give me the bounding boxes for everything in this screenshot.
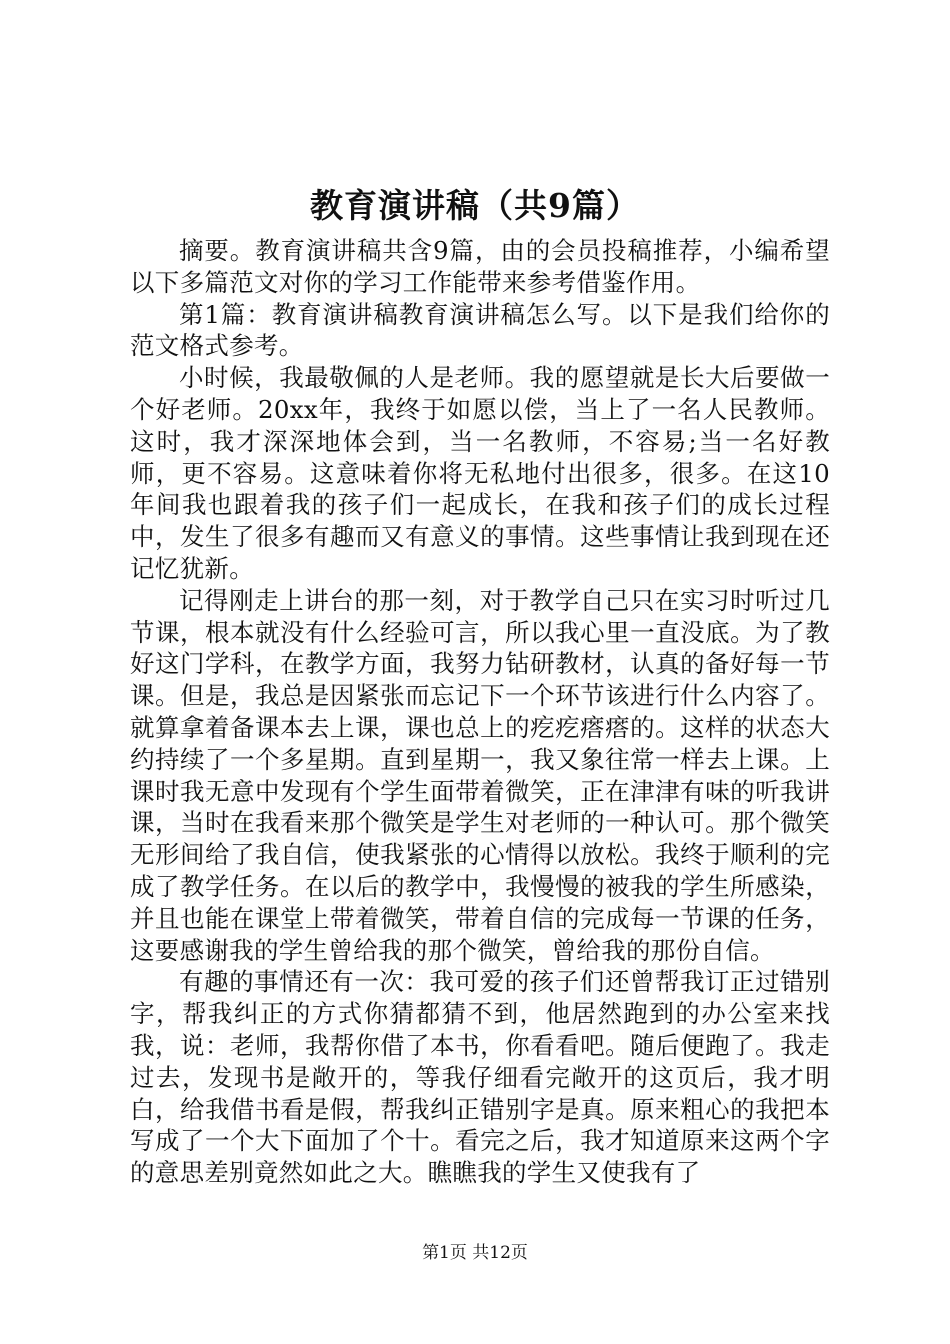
paragraph-typo-story: 有趣的事情还有一次：我可爱的孩子们还曾帮我订正过错别字，帮我纠正的方式你猜都猜不到，他居然跑到的办公室来找我，说：老师，我帮你借了本书，你看看吧。随后便跑了。我走过去，发现书是敞开的，等我仔细看完敞开的这页后，我才明白，给我借书看是假，帮我纠正错别字是真。原来粗心的我把本写成了一个大下面加了个十。看完之后，我才知道原来这两个字的意思差别竟然如此之大。瞧瞧我的学生又使我有了 <box>130 967 830 1188</box>
paragraph-chapter-heading: 第1篇：教育演讲稿教育演讲稿怎么写。以下是我们给你的范文格式参考。 <box>130 299 830 361</box>
paragraph-first-lesson: 记得刚走上讲台的那一刻，对于教学自己只在实习时听过几节课，根本就没有什么经验可言，所以我心里一直没底。为了教好这门学科，在教学方面，我努力钻研教材，认真的备好每一节课。但是，我总是因紧张而忘记下一个环节该进行什么内容了。就算拿着备课本去上课，课也总上的疙疙瘩瘩的。这样的状态大约持续了一个多星期。直到星期一，我又象往常一样去上课。上课时我无意中发现有个学生面带着微笑，正在津津有味的听我讲课，当时在我看来那个微笑是学生对老师的一种认可。那个微笑无形间给了我自信，使我紧张的心情得以放松。我终于顺利的完成了教学任务。在以后的教学中，我慢慢的被我的学生所感染，并且也能在课堂上带着微笑，带着自信的完成每一节课的任务，这要感谢我的学生曾给我的那个微笑，曾给我的那份自信。 <box>130 585 830 965</box>
document-title: 教育演讲稿（共9篇） <box>310 186 640 225</box>
document-body <box>130 235 830 1189</box>
paragraph-childhood: 小时候，我最敬佩的人是老师。我的愿望就是长大后要做一个好老师。20xx年，我终于如愿以偿，当上了一名人民教师。这时，我才深深地体会到，当一名教师，不容易;当一名好教师，更不容易。这意味着你将无私地付出很多，很多。在这10年间我也跟着我的孩子们一起成长，在我和孩子们的成长过程中，发生了很多有趣而又有意义的事情。这些事情让我到现在还记忆犹新。 <box>130 363 830 583</box>
paragraph-abstract: 摘要。教育演讲稿共含9篇，由的会员投稿推荐，小编希望以下多篇范文对你的学习工作能带来参考借鉴作用。 <box>130 236 830 297</box>
page-footer: 第1页 共12页 <box>422 1243 528 1263</box>
